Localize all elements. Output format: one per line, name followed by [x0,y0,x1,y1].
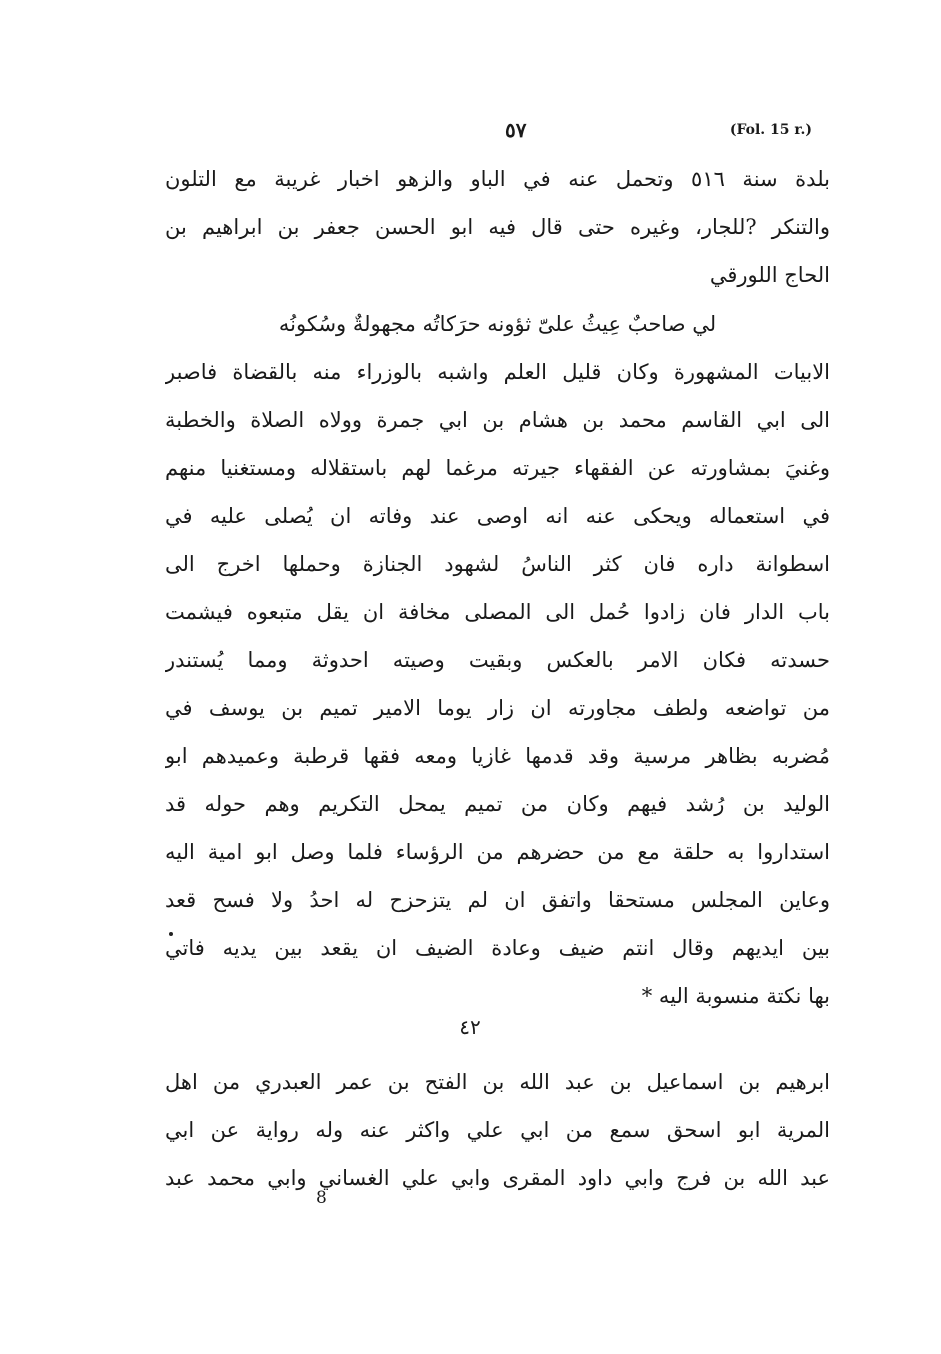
poetry-verse: لي صاحبٌ عِيثُ علىّ ثؤونه حرَكاتُه مجهولةٌ وسُكونُه [278,312,717,336]
folio-reference: (Fol. 15 r.) [729,122,812,138]
text-line: الى ابي القاسم محمد بن هشام بن ابي جمرة وولاه الصلاة والخطبة [165,408,830,432]
text-block-2 [165,1058,830,1202]
text-line: من تواضعه ولطف مجاورته ان زار يوما الامير تميم بن يوسف في [165,696,830,720]
text-line: بها نكتة منسوبة اليه * [641,984,830,1008]
text-line: استداروا به حلقة مع من حضرهم من الرؤساء فلما وصل ابو امية اليه [165,840,830,864]
text-line: الابيات المشهورة وكان قليل العلم واشبه بالوزراء منه بالقضاة فاصبر [165,360,830,384]
text-line: بين ايديهم وقال انتم ضيف وعادة الضيف ان يقعد بين يديه فاتي [165,936,830,960]
text-line: وغنيَ بمشاورته عن الفقهاء جيرته مرغما لهم باستقلاله ومستغنيا منهم [165,456,830,480]
signature-mark: 8 [316,1188,327,1208]
page-header [150,118,840,148]
text-line: الحاج اللورقي [709,263,830,287]
text-line: في استعماله ويحكى عنه انه اوصى عند وفاته ان يُصلى عليه في [165,504,830,528]
text-block-1 [165,155,830,299]
text-line: الوليد بن رُشد فيهم وكان من تميم يمحل التكريم وهم حوله قد [165,792,830,816]
text-block-1b [165,348,830,1020]
text-line: بلدة سنة ٥١٦ وتحمل عنه في الباو والزهو اخبار غريبة مع التلون [165,167,830,191]
text-line: المرية ابو اسحق سمع من ابي علي واكثر عنه وله رواية عن ابي [165,1118,830,1142]
text-line: باب الدار فان زادوا حُمل الى المصلى مخافة ان يقل متبعوه فيشمت [165,600,830,624]
text-line: مُضربه بظاهر مرسية وقد قدمها غازيا ومعه فقها قرطبة وعميدهم ابو [165,744,830,768]
text-line: وعاين المجلس مستحقا واتفق ان لم يتزحزح له احدُ ولا فسح قعد [165,888,830,912]
ink-dot [169,932,173,936]
page-number: ٥٧ [505,118,527,142]
text-line: والتنكر ?للجار، وغيره حتى قال فيه ابو الحسن جعفر بن ابراهيم بن [165,215,830,239]
text-line: ابرهيم بن اسماعيل بن عبد الله بن الفتح بن عمر العبدري من اهل [165,1070,830,1094]
text-line: حسدته فكان الامر بالعكس وبقيت وصيته احدوثة ومما يُستندر [165,648,830,672]
text-line: عبد الله بن فرج وابي داود المقرى وابي علي الغساني وابي محمد عبد [165,1166,830,1190]
text-line: اسطوانة داره فان كثر الناسُ لشهود الجنازة وحملها اخرج الى [165,552,830,576]
entry-number: ٤٢ [459,1015,481,1039]
